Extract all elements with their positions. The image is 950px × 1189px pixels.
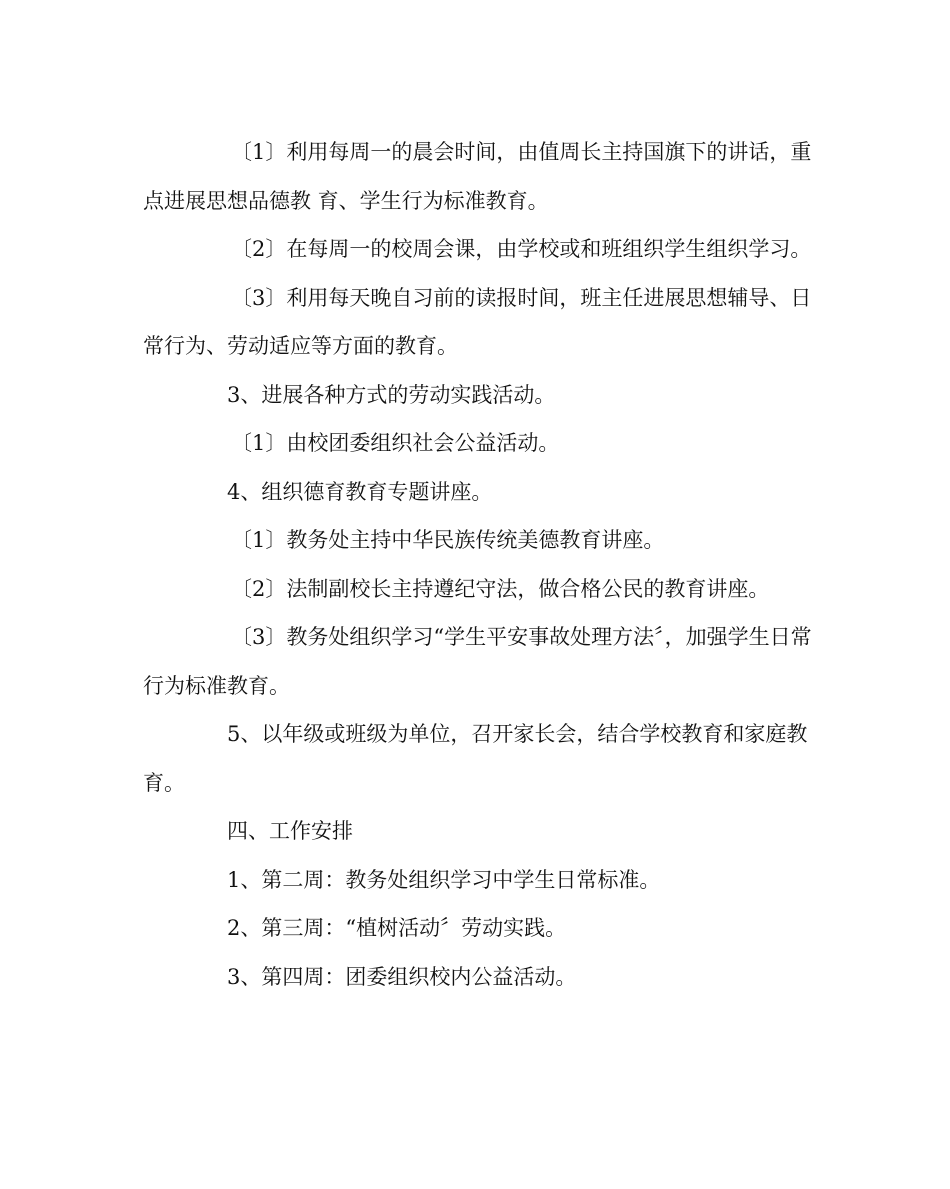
paragraph-public-welfare: 〔1〕由校团委组织社会公益活动。 — [231, 431, 560, 455]
section-heading-work-arrangement: 四、工作安排 — [227, 819, 353, 843]
document-body — [143, 128, 823, 1001]
paragraph-evening-study: 〔3〕利用每天晚自习前的读报时间，班主任进展思想辅导、日常行为、劳动适应等方面的教育。 — [143, 285, 812, 358]
paragraph-weekly-meeting: 〔2〕在每周一的校周会课，由学校或和班组织学生组织学习。 — [231, 237, 812, 261]
paragraph-virtue-lecture: 〔1〕教务处主持中华民族传统美德教育讲座。 — [231, 528, 665, 552]
paragraph-parent-meeting: 5、以年级或班级为单位，召开家长会，结合学校教育和家庭教育。 — [143, 722, 808, 795]
paragraph-morning-meeting: 〔1〕利用每周一的晨会时间，由值周长主持国旗下的讲话，重点进展思想品德教 育、学生行为标准教育。 — [143, 140, 812, 213]
paragraph-lectures: 4、组织德育教育专题讲座。 — [227, 479, 493, 504]
paragraph-labor-practice: 3、进展各种方式的劳动实践活动。 — [227, 382, 556, 407]
schedule-week-2: 1、第二周：教务处组织学习中学生日常标准。 — [227, 867, 661, 892]
paragraph-safety-study: 〔3〕教务处组织学习“学生平安事故处理方法〞，加强学生日常行为标准教育。 — [143, 625, 812, 698]
schedule-week-3: 2、第三周：“植树活动〞劳动实践。 — [227, 916, 567, 940]
schedule-week-4: 3、第四周：团委组织校内公益活动。 — [227, 964, 577, 989]
paragraph-law-lecture: 〔2〕法制副校长主持遵纪守法，做合格公民的教育讲座。 — [231, 576, 770, 601]
